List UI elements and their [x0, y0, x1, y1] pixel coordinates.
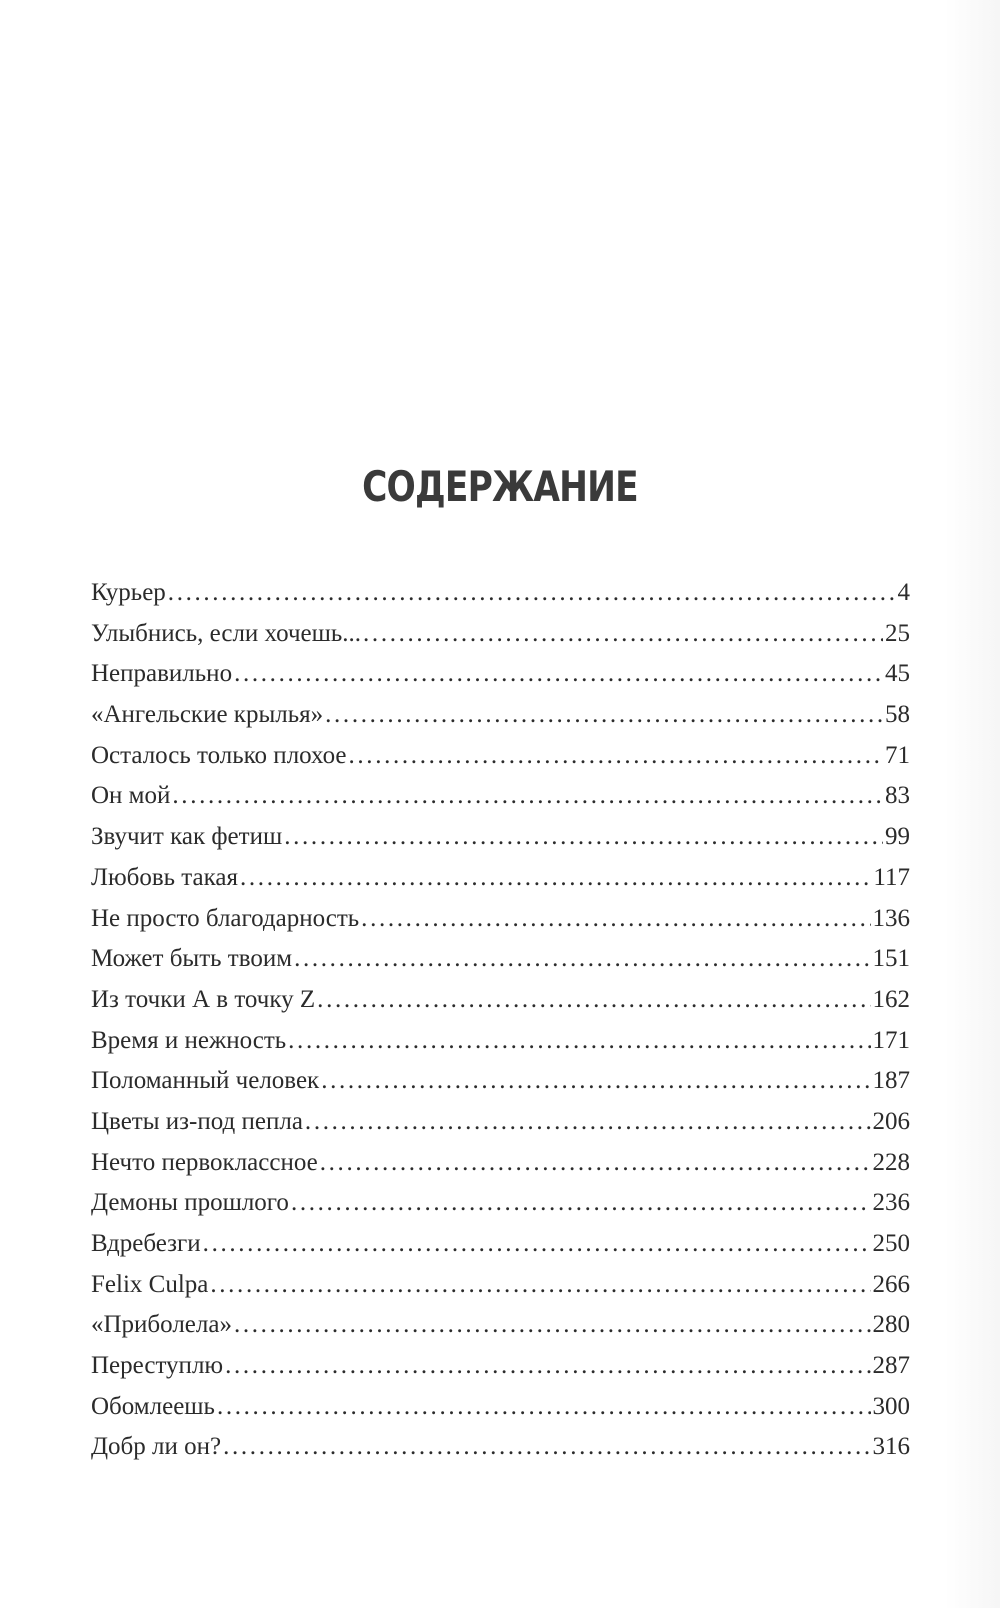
toc-entry-page-number: 151	[872, 945, 910, 973]
toc-entry	[91, 1433, 910, 1474]
toc-entry-title: Добр ли он?	[91, 1433, 222, 1461]
toc-entry-page-number: 287	[872, 1352, 910, 1380]
dot-leader	[321, 1067, 870, 1095]
toc-entry	[91, 1189, 910, 1230]
dot-leader	[210, 1271, 870, 1299]
toc-entry-page-number: 83	[885, 782, 910, 810]
toc-entry-page-number: 45	[885, 660, 910, 688]
dot-leader	[325, 701, 883, 729]
dot-leader	[240, 864, 871, 892]
toc-entry-title: Вдребезги	[91, 1230, 201, 1257]
toc-entry	[91, 579, 910, 620]
toc-entry-title: «Приболела»	[91, 1311, 232, 1339]
toc-entry	[91, 986, 910, 1027]
toc-entry	[91, 905, 910, 946]
toc-entry-page-number: 162	[872, 985, 910, 1013]
toc-entry-page-number: 266	[872, 1270, 910, 1298]
dot-leader	[363, 620, 883, 648]
toc-entry	[91, 742, 910, 783]
toc-entry-page-number: 206	[872, 1107, 910, 1135]
toc-entry-title: Любовь такая	[91, 863, 238, 891]
toc-entry-page-number: 25	[885, 619, 910, 647]
toc-entry-title: Он мой	[91, 782, 171, 810]
dot-leader	[305, 1108, 871, 1136]
toc-entry	[91, 660, 910, 701]
toc-entry-title: Нечто первоклассное	[91, 1148, 318, 1176]
toc-entry	[91, 1108, 910, 1149]
toc-entry-page-number: 171	[872, 1026, 910, 1054]
toc-entry-title: Felix Culpa	[91, 1270, 209, 1298]
toc-entry-title: Обомлеешь	[91, 1392, 215, 1420]
dot-leader	[223, 1433, 870, 1461]
toc-entry	[91, 945, 910, 986]
dot-leader	[234, 660, 883, 688]
toc-entry-page-number: 280	[872, 1311, 910, 1339]
toc-entry	[91, 1352, 910, 1393]
dot-leader	[225, 1352, 870, 1380]
toc-entry-title: Переступлю	[91, 1352, 224, 1380]
toc-entry-page-number: 71	[885, 741, 910, 769]
toc-entry-page-number: 228	[872, 1148, 910, 1176]
dot-leader	[203, 1230, 871, 1258]
toc-entry	[91, 823, 910, 864]
toc-entry-title: Не просто благодарность	[91, 904, 360, 932]
toc-entry	[91, 1271, 910, 1312]
toc-entry-title: Демоны прошлого	[91, 1189, 289, 1217]
toc-entry	[91, 1230, 910, 1271]
toc-entry	[91, 782, 910, 823]
dot-leader	[294, 945, 870, 973]
dot-leader	[320, 1149, 871, 1177]
toc-entry	[91, 1067, 910, 1108]
toc-entry-page-number: 300	[872, 1392, 910, 1420]
toc-entry-page-number: 99	[885, 823, 910, 851]
toc-entry-page-number: 58	[885, 701, 910, 729]
dot-leader	[284, 823, 883, 851]
page-edge-shadow	[945, 0, 1000, 1608]
dot-leader	[349, 742, 884, 770]
toc-entry-title: Улыбнись, если хочешь...	[91, 619, 362, 647]
dot-leader	[172, 782, 883, 810]
toc-entry-title: Звучит как фетиш	[91, 823, 283, 851]
page-title: СОДЕРЖАНИЕ	[362, 462, 638, 511]
dot-leader	[291, 1189, 871, 1217]
toc-entry-page-number: 250	[872, 1230, 910, 1257]
toc-entry-page-number: 136	[872, 904, 910, 932]
toc-entry-page-number: 316	[872, 1433, 910, 1461]
toc-entry	[91, 1149, 910, 1190]
toc-entry-title: Цветы из-под пепла	[91, 1107, 303, 1135]
toc-entry-page-number: 117	[873, 863, 910, 891]
toc-entry	[91, 701, 910, 742]
toc-entry	[91, 864, 910, 905]
dot-leader	[217, 1393, 871, 1421]
dot-leader	[168, 579, 896, 607]
toc-entry	[91, 1027, 910, 1068]
toc-entry-page-number: 4	[897, 579, 910, 606]
toc-entry-title: Осталось только плохое	[91, 741, 347, 769]
dot-leader	[234, 1311, 871, 1339]
table-of-contents	[91, 579, 910, 1474]
toc-entry-title: Неправильно	[91, 660, 233, 688]
toc-entry-title: Поломанный человек	[91, 1067, 320, 1095]
toc-entry	[91, 620, 910, 661]
toc-entry-page-number: 187	[872, 1067, 910, 1095]
dot-leader	[288, 1027, 870, 1055]
dot-leader	[361, 905, 870, 933]
toc-entry-title: Время и нежность	[91, 1026, 287, 1054]
toc-entry	[91, 1311, 910, 1352]
toc-entry-title: Из точки А в точку Z	[91, 985, 316, 1013]
dot-leader	[317, 986, 870, 1014]
toc-entry-title: «Ангельские крылья»	[91, 701, 324, 729]
toc-entry-title: Может быть твоим	[91, 945, 293, 973]
toc-entry-page-number: 236	[872, 1189, 910, 1217]
toc-entry	[91, 1393, 910, 1434]
toc-entry-title: Курьер	[91, 579, 166, 606]
